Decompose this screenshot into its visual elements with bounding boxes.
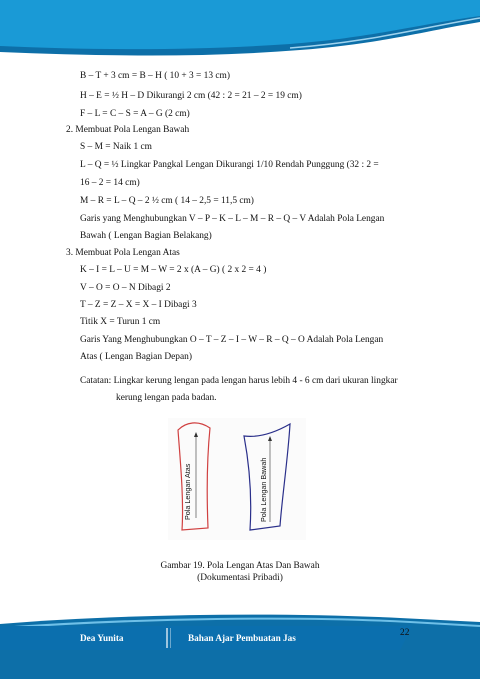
text-line: S – M = Naik 1 cm xyxy=(80,142,152,152)
page-number: 22 xyxy=(400,628,410,638)
text-line: M – R = L – Q – 2 ½ cm ( 14 – 2,5 = 11,5 cm) xyxy=(80,196,254,206)
footer-band xyxy=(0,608,480,679)
text-line: H – E = ½ H – D Dikurangi 2 cm (42 : 2 = 21 – 2 = 19 cm) xyxy=(80,91,302,101)
text-line: 16 – 2 = 14 cm) xyxy=(80,178,140,188)
text-line: Garis Yang Menghubungkan O – T – Z – I – W – R – Q – O Adalah Pola Lengan xyxy=(80,335,384,345)
text-line: B – T + 3 cm = B – H ( 10 + 3 = 13 cm) xyxy=(80,71,230,81)
figure-source: (Dokumentasi Pribadi) xyxy=(197,573,283,583)
text-line: L – Q = ½ Lingkar Pangkal Lengan Dikurangi 1/10 Rendah Punggung (32 : 2 = xyxy=(80,160,379,170)
text-line: Bawah ( Lengan Bagian Belakang) xyxy=(80,231,212,241)
lower-sleeve-label: Pola Lengan Bawah xyxy=(259,457,268,522)
note-text: kerung lengan pada badan. xyxy=(116,393,217,403)
text-line: Titik X = Turun 1 cm xyxy=(80,317,161,327)
figure-caption: Gambar 19. Pola Lengan Atas Dan Bawah xyxy=(160,561,320,571)
sleeve-pattern-figure xyxy=(168,418,306,540)
upper-sleeve-label: Pola Lengan Atas xyxy=(183,463,192,520)
text-line: F – L = C – S = A – G (2 cm) xyxy=(80,109,190,119)
text-line: T – Z = Z – X = X – I Dibagi 3 xyxy=(80,300,197,310)
section-heading: 2. Membuat Pola Lengan Bawah xyxy=(66,125,190,135)
text-line: K – I = L – U = M – W = 2 x (A – G) ( 2 x 2 = 4 ) xyxy=(80,265,267,275)
text-line: V – O = O – N Dibagi 2 xyxy=(80,283,171,293)
section-heading: 3. Membuat Pola Lengan Atas xyxy=(66,248,180,258)
text-line: Atas ( Lengan Bagian Depan) xyxy=(80,352,192,362)
footer-author: Dea Yunita xyxy=(80,633,124,643)
text-line: Garis yang Menghubungkan V – P – K – L – M – R – Q – V Adalah Pola Lengan xyxy=(80,214,385,224)
footer-title: Bahan Ajar Pembuatan Jas xyxy=(188,633,296,643)
note-text: Catatan: Lingkar kerung lengan pada lengan harus lebih 4 - 6 cm dari ukuran lingkar xyxy=(80,376,398,386)
header-banner xyxy=(0,0,480,68)
